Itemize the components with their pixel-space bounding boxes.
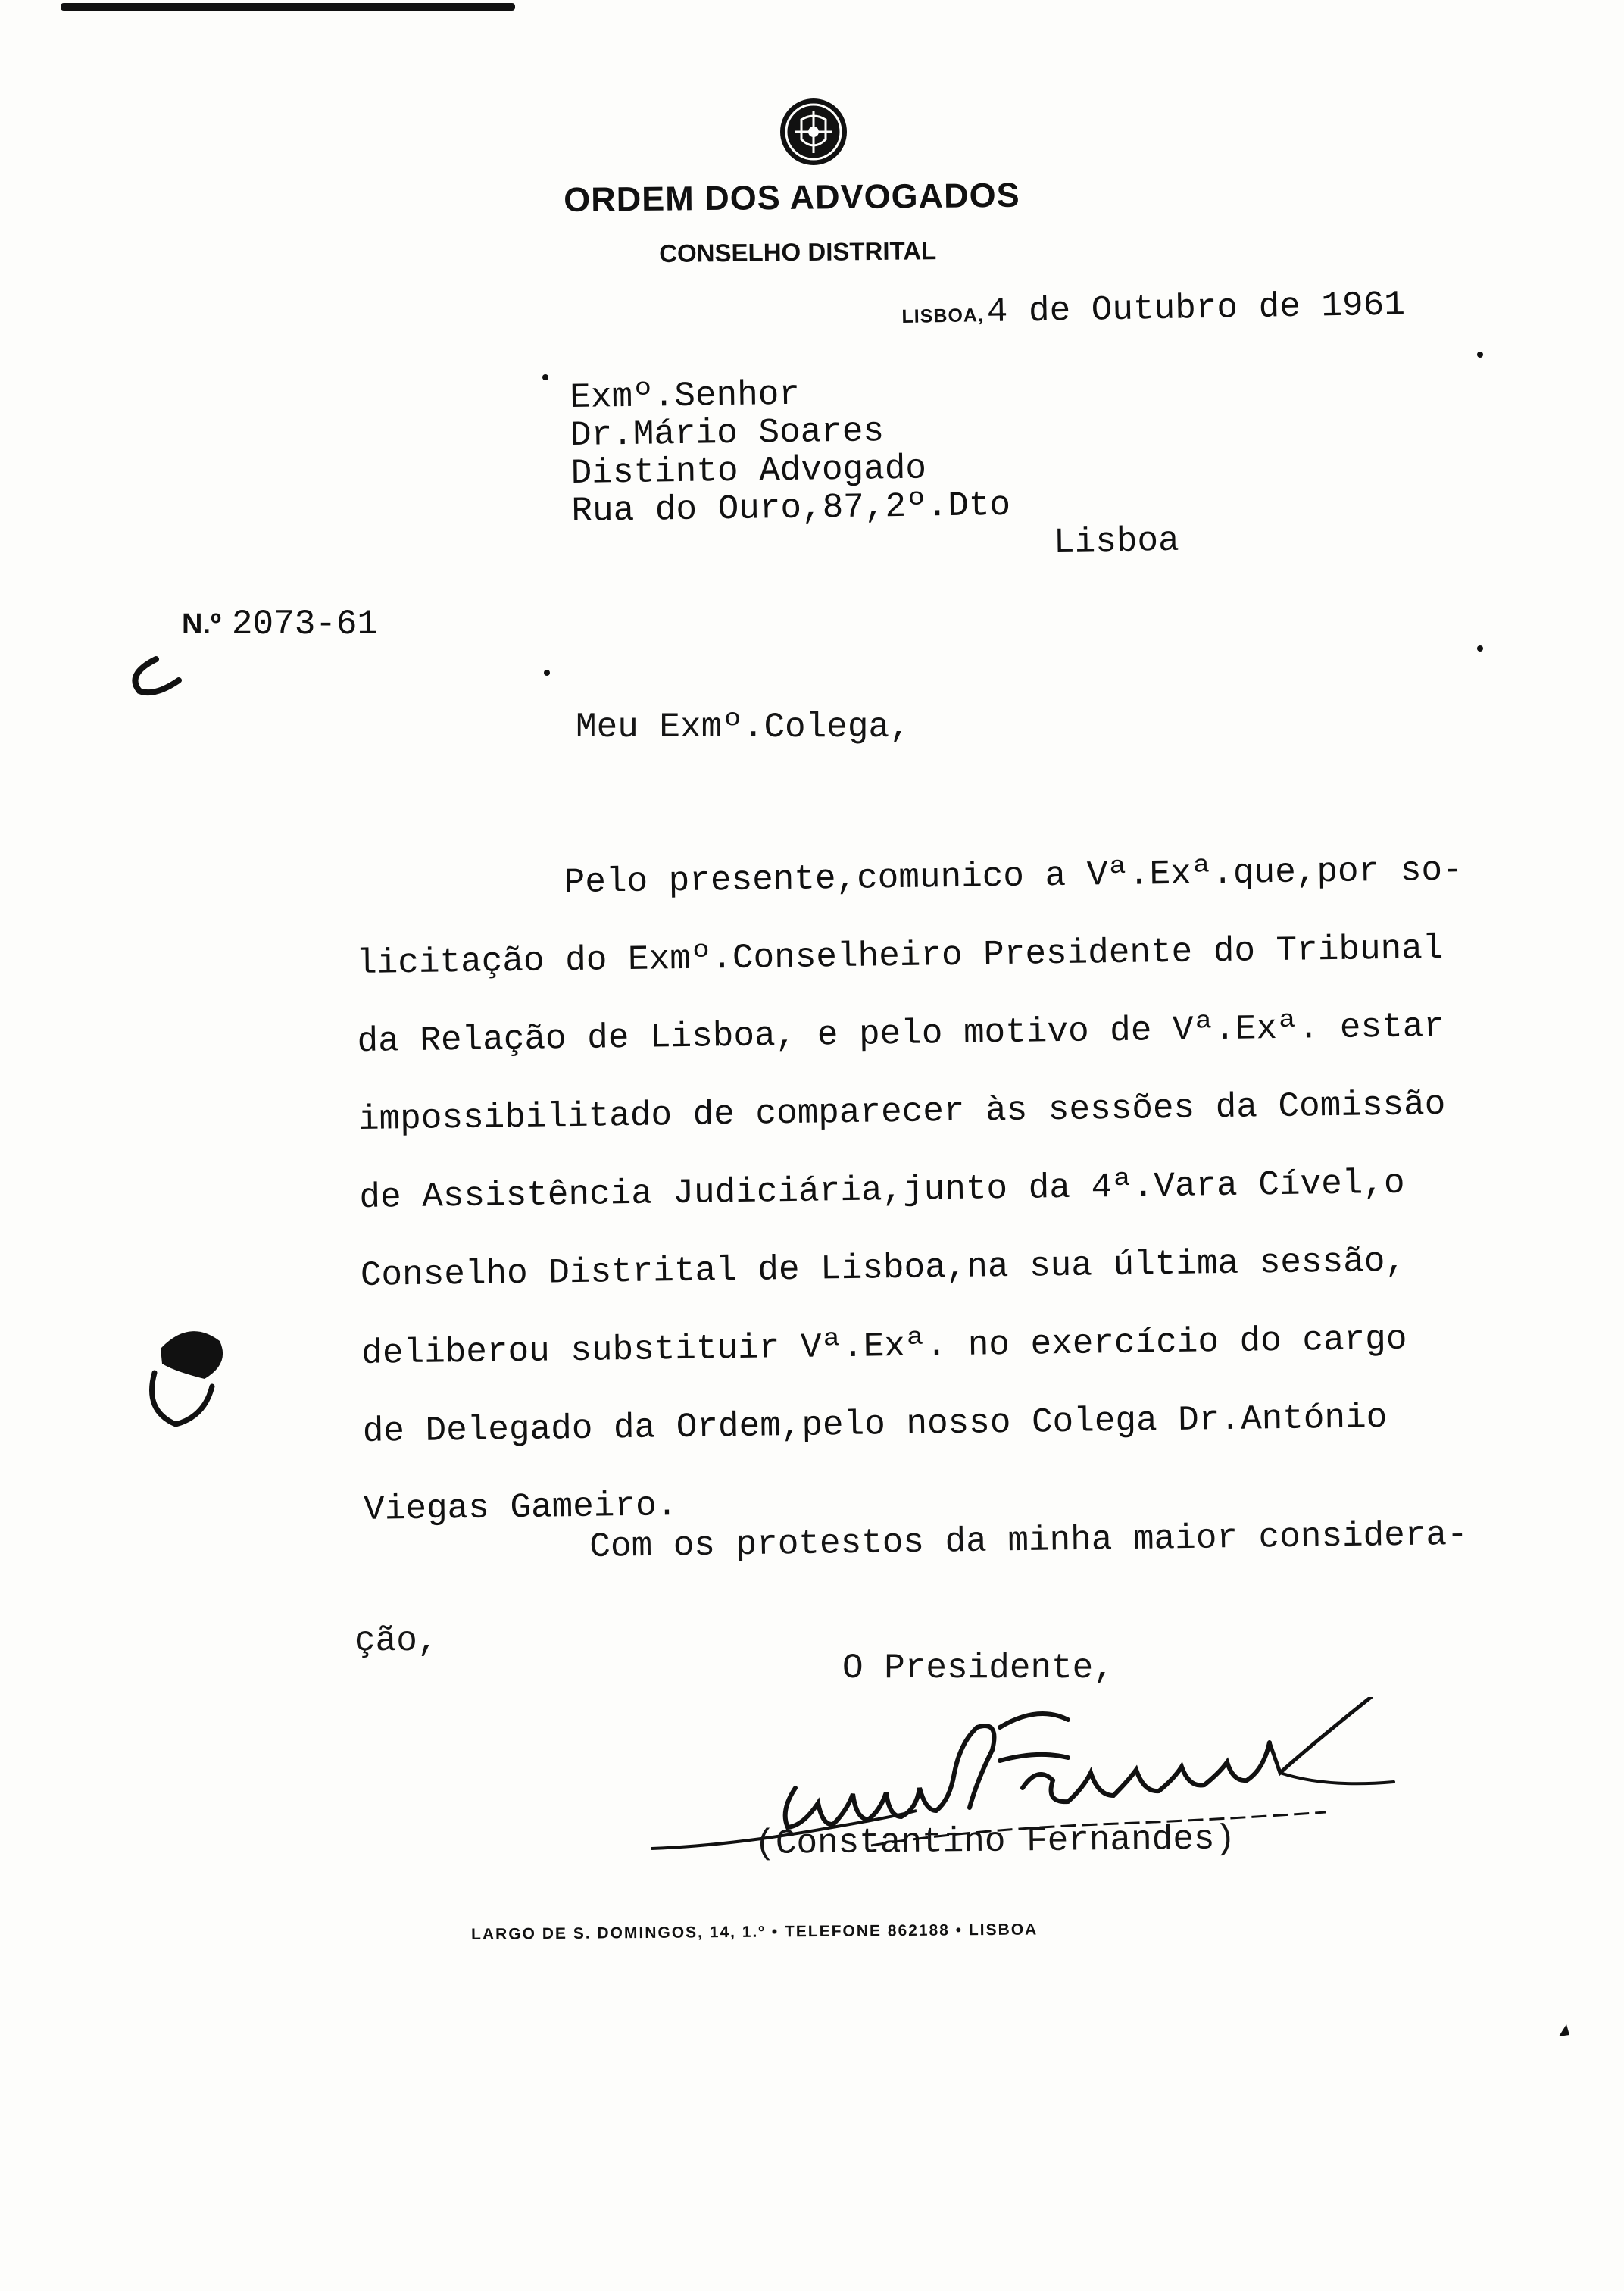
punch-hole-blot (161, 1331, 223, 1379)
letter-body (354, 832, 1473, 1549)
corner-speck (1559, 2024, 1569, 2036)
addressee-line: Distinto Advogado (570, 449, 927, 493)
body-line: de Delegado da Ordem,pelo nosso Colega Dr.António (362, 1398, 1388, 1452)
body-line: da Relação de Lisboa, e pelo motivo de Vª.Exª. estar (357, 1006, 1445, 1061)
addressee-line: Exmº.Senhor (569, 374, 801, 417)
addressee-city: Lisboa (1053, 520, 1180, 563)
department-name: CONSELHO DISTRITAL (659, 236, 937, 267)
reference-number (182, 605, 378, 644)
punch-hole-arc (152, 1373, 213, 1424)
closing-line: Com os protestos da minha maior considera- (589, 1514, 1469, 1567)
reference-value: 2073-61 (231, 605, 379, 644)
closing-line-end: ção, (354, 1621, 439, 1661)
reference-label: N.º (182, 608, 221, 640)
body-line: impossibilitado de comparecer às sessões da Comissão (358, 1084, 1446, 1139)
signer-name: (Constantino Fernandes) (754, 1819, 1236, 1864)
body-line: licitação do Exmº.Conselheiro Presidente do Tribunal (355, 928, 1444, 983)
dateline (901, 285, 1405, 333)
organization-name: ORDEM DOS ADVOGADOS (564, 175, 1020, 219)
letterhead-footer: LARGO DE S. DOMINGOS, 14, 1.º • TELEFONE 862188 • LISBOA (471, 1921, 1038, 1943)
addressee-line: Rua do Ouro,87,2º.Dto (571, 485, 1011, 531)
coat-of-arms-seal-icon (779, 97, 848, 167)
addressee-line: Dr.Mário Soares (570, 411, 885, 455)
salutation: Meu Exmº.Colega, (576, 708, 910, 747)
punch-dot (542, 374, 548, 380)
letter-date: 4 de Outubro de 1961 (986, 285, 1406, 333)
margin-mark-arc (135, 659, 179, 692)
punch-dot (1477, 645, 1483, 652)
punch-dot (544, 670, 550, 676)
signatory-role: O Presidente, (842, 1649, 1114, 1688)
body-line: Conselho Distrital de Lisboa,na sua última sessão, (360, 1241, 1407, 1296)
body-line: de Assistência Judiciária,junto da 4ª.Vara Cível,o (359, 1163, 1405, 1217)
body-line: Viegas Gameiro. (363, 1486, 678, 1530)
date-place: LISBOA, (901, 305, 985, 327)
addressee-block (570, 370, 1179, 568)
top-edge-rule (61, 3, 515, 11)
body-line: Pelo presente,comunico a Vª.Exª.que,por so- (354, 850, 1463, 905)
body-line: deliberou substituir Vª.Exª. no exercício do cargo (361, 1319, 1407, 1374)
punch-dot (1477, 352, 1483, 358)
